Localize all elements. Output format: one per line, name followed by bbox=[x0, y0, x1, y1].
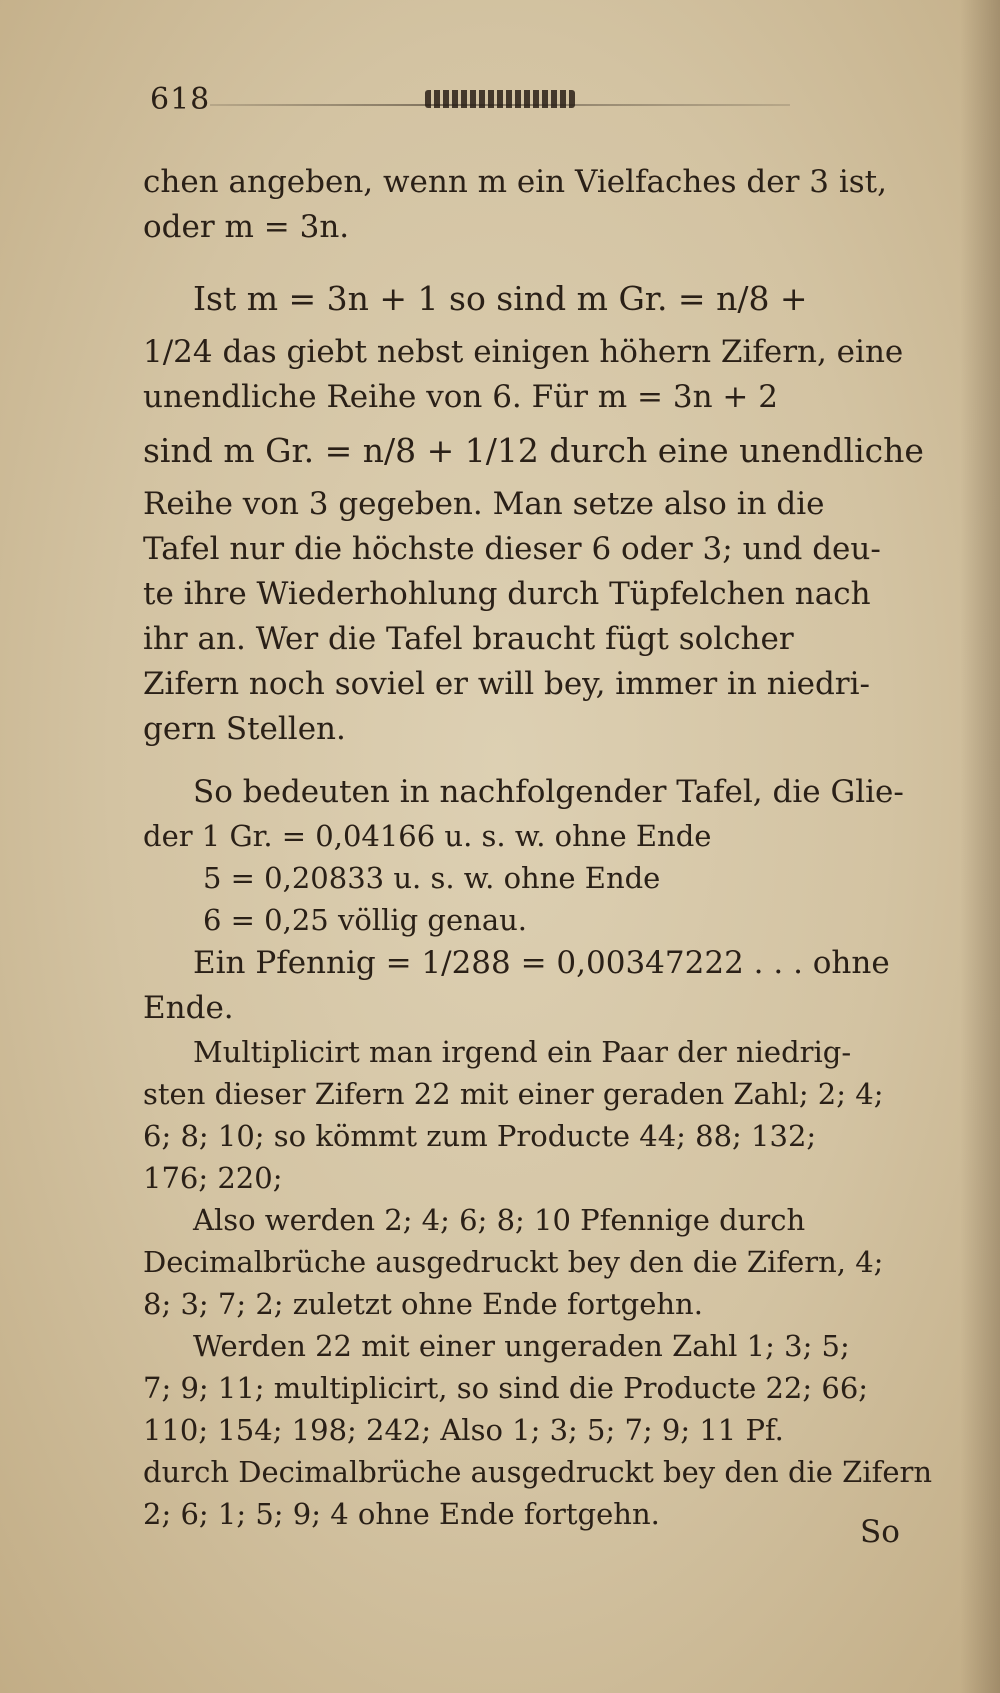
text-line: 110; 154; 198; 242; Also 1; 3; 5; 7; 9; 11 Pf. bbox=[143, 1413, 784, 1447]
text-line: Werden 22 mit einer ungeraden Zahl 1; 3; 5; bbox=[193, 1329, 850, 1363]
text-line: durch Decimalbrüche ausgedruckt bey den die Zifern bbox=[143, 1455, 933, 1489]
text-line: 8; 3; 7; 2; zuletzt ohne Ende fortgehn. bbox=[143, 1287, 703, 1321]
text-line: chen angeben, wenn m ein Vielfaches der 3 ist, bbox=[143, 164, 887, 200]
body-text bbox=[143, 160, 933, 1535]
page-edge-shadow bbox=[960, 0, 1000, 1693]
text-line: 2; 6; 1; 5; 9; 4 ohne Ende fortgehn. bbox=[143, 1497, 660, 1531]
formula-line: sind m Gr. = n/8 + 1/12 durch eine unendliche bbox=[143, 431, 924, 470]
text-line: Ende. bbox=[143, 990, 234, 1026]
text-line: 7; 9; 11; multiplicirt, so sind die Producte 22; 66; bbox=[143, 1371, 869, 1405]
text-line: 6 = 0,25 völlig genau. bbox=[203, 903, 528, 937]
text-line: Tafel nur die höchste dieser 6 oder 3; und deu- bbox=[143, 531, 881, 567]
header-ornament bbox=[425, 90, 575, 108]
text-line: 5 = 0,20833 u. s. w. ohne Ende bbox=[203, 861, 661, 895]
text-line: Multiplicirt man irgend ein Paar der niedrig- bbox=[193, 1035, 852, 1069]
text-line: 1/24 das giebt nebst einigen höhern Zifern, eine bbox=[143, 334, 904, 370]
catchword: So bbox=[860, 1514, 900, 1550]
text-line: Also werden 2; 4; 6; 8; 10 Pfennige durch bbox=[193, 1203, 806, 1237]
text-line: 176; 220; bbox=[143, 1161, 283, 1195]
page-header bbox=[150, 82, 850, 122]
text-line: oder m = 3n. bbox=[143, 209, 350, 245]
page-number: 618 bbox=[150, 82, 211, 117]
text-line: der 1 Gr. = 0,04166 u. s. w. ohne Ende bbox=[143, 819, 712, 853]
formula-line: Ist m = 3n + 1 so sind m Gr. = n/8 + bbox=[193, 279, 808, 318]
text-line: sten dieser Zifern 22 mit einer geraden Zahl; 2; 4; bbox=[143, 1077, 884, 1111]
text-line: te ihre Wiederhohlung durch Tüpfelchen nach bbox=[143, 576, 871, 612]
text-line: Ein Pfennig = 1/288 = 0,00347222 . . . ohne bbox=[193, 945, 890, 981]
text-line: Zifern noch soviel er will bey, immer in niedri- bbox=[143, 666, 871, 702]
text-line: Reihe von 3 gegeben. Man setze also in die bbox=[143, 486, 825, 522]
text-line: So bedeuten in nachfolgender Tafel, die Glie- bbox=[193, 774, 904, 810]
text-line: 6; 8; 10; so kömmt zum Producte 44; 88; 132; bbox=[143, 1119, 817, 1153]
text-line: unendliche Reihe von 6. Für m = 3n + 2 bbox=[143, 379, 778, 415]
text-line: ihr an. Wer die Tafel braucht fügt solcher bbox=[143, 621, 794, 657]
text-line: Decimalbrüche ausgedruckt bey den die Zifern, 4; bbox=[143, 1245, 884, 1279]
text-line: gern Stellen. bbox=[143, 711, 346, 747]
